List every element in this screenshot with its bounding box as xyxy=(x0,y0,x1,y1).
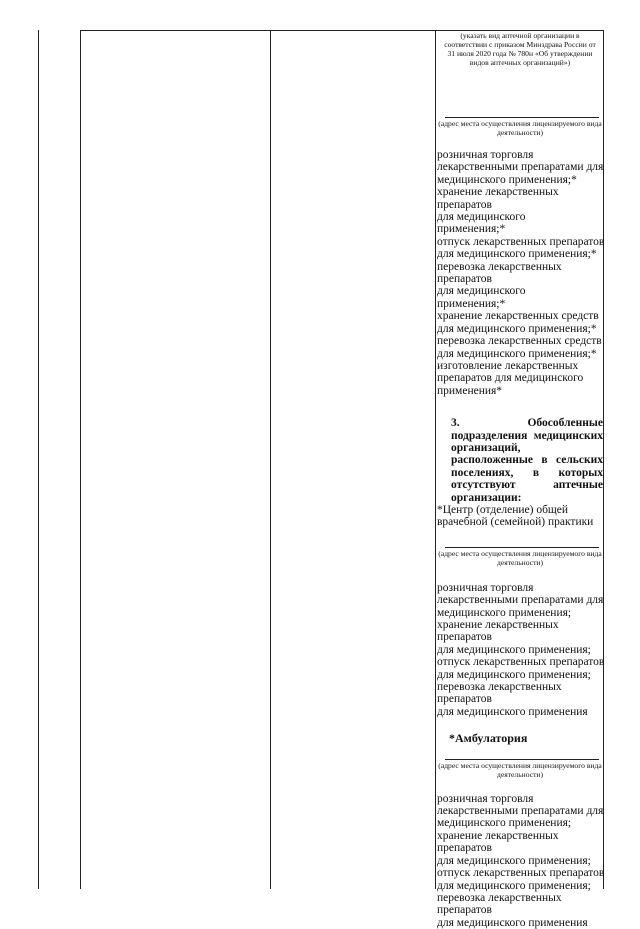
activity-line: лекарственными препаратами для xyxy=(437,594,604,607)
activity-line: применения;* xyxy=(437,297,506,310)
activities-list-pharmacy xyxy=(437,149,603,397)
activity-line: для медицинского xyxy=(437,211,526,224)
activity-line: для медицинского применения; xyxy=(437,854,591,867)
activity-line: розничная торговля xyxy=(437,581,534,594)
table-border-col1 xyxy=(80,30,81,889)
activity-line: медицинского применения; xyxy=(437,606,572,619)
activity-line: для медицинского применения; xyxy=(437,668,591,681)
activity-line: перевозка лекарственных xyxy=(437,260,562,273)
activity-line: препаратов для медицинского xyxy=(437,372,584,385)
activities-list-center xyxy=(437,582,603,718)
activity-line: медицинского применения;* xyxy=(437,173,577,186)
table-border-right xyxy=(603,30,604,889)
activity-line: перевозка лекарственных средств xyxy=(437,335,602,348)
center-general-practice-label: *Центр (отделение) общей врачебной (семейной) практики xyxy=(437,503,594,529)
activity-line: препаратов xyxy=(437,273,492,286)
table-border-col3 xyxy=(435,30,436,889)
activities-list-ambulatoria xyxy=(437,793,603,929)
activity-line: для медицинского применения xyxy=(437,916,588,929)
activity-line: розничная торговля xyxy=(437,149,534,161)
activity-line: препаратов xyxy=(437,904,492,917)
activity-line: розничная торговля xyxy=(437,792,534,805)
activity-line: перевозка лекарственных xyxy=(437,891,562,904)
table-border-col2 xyxy=(270,30,271,889)
activity-line: применения;* xyxy=(437,223,506,236)
table-border-left xyxy=(38,30,39,889)
activity-line: препаратов xyxy=(437,842,492,855)
address-note-3: (адрес места осуществления лицензируемого вида деятельности) xyxy=(438,760,602,779)
address-note-2: (адрес места осуществления лицензируемого вида деятельности) xyxy=(438,548,602,567)
activity-line: лекарственными препаратами для xyxy=(437,161,604,174)
section-3-heading: 3. Обособленные подразделения медицинских организаций, расположенные в сельских поселениях, в которых отсутствуют аптечные организации: xyxy=(451,417,603,504)
activity-line: для медицинского применения xyxy=(437,705,588,718)
activity-line: для медицинского применения;* xyxy=(437,347,597,360)
activity-line: перевозка лекарственных xyxy=(437,681,562,694)
activity-line: отпуск лекарственных препаратов xyxy=(437,867,605,880)
activity-line: хранение лекарственных xyxy=(437,186,559,199)
activity-line: для медицинского применения; xyxy=(437,879,591,892)
activity-line: для медицинского применения;* xyxy=(437,248,597,261)
activity-line: препаратов xyxy=(437,693,492,706)
activity-line: для медицинского применения; xyxy=(437,643,591,656)
activity-line: хранение лекарственных xyxy=(437,619,559,631)
ambulatoria-heading: *Амбулатория xyxy=(449,731,528,746)
activity-line: лекарственными препаратами для xyxy=(437,805,604,818)
license-activity-column xyxy=(437,30,603,929)
address-note: (адрес места осуществления лицензируемого вида деятельности) xyxy=(438,119,602,137)
activity-line: отпуск лекарственных препаратов xyxy=(437,235,605,248)
pharmacy-type-note: (указать вид аптечной организации в соответствии с приказом Минздрава России от 31 июля 2020 года № 780н «Об утверждении видов аптечных организаций») xyxy=(444,31,596,67)
activity-line: препаратов xyxy=(437,198,492,211)
activity-line: изготовление лекарственных xyxy=(437,359,579,372)
activity-line: хранение лекарственных средств xyxy=(437,310,599,323)
activity-line: для медицинского применения;* xyxy=(437,322,597,335)
activity-line: препаратов xyxy=(437,631,492,644)
activity-line: для медицинского xyxy=(437,285,526,298)
activity-line: хранение лекарственных xyxy=(437,829,559,842)
activity-line: применения* xyxy=(437,384,503,397)
activity-line: отпуск лекарственных препаратов xyxy=(437,656,605,669)
activity-line: медицинского применения; xyxy=(437,817,572,830)
